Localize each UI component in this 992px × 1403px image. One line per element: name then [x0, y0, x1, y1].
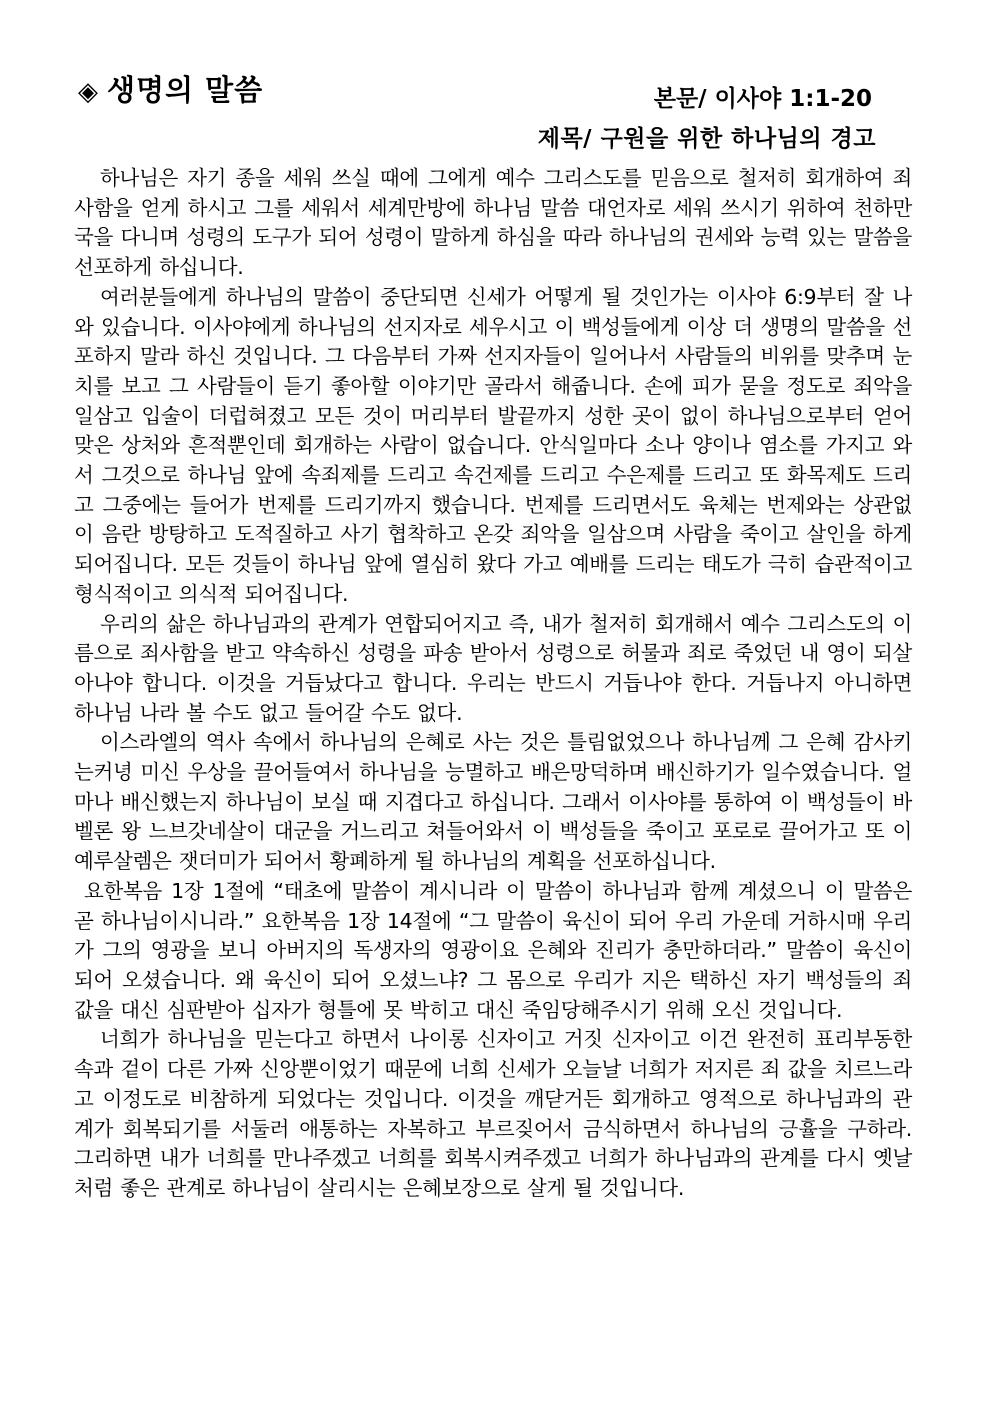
section-title [78, 68, 263, 109]
paragraph: 너희가 하나님을 믿는다고 하면서 나이롱 신자이고 거짓 신자이고 이건 완전히 표리부동한 속과 겉이 다른 가짜 신앙뿐이었기 때문에 너희 신세가 오늘날 너희가 저지른 죄 값을 치르느라고 이정도로 비참하게 되었다는 것입니다. 이것을 깨닫거든 회개하고 영적으로 하나님과의 관계가 회복되기를 서둘러 애통하는 자복하고 부르짖어서 금식하면서 하나님의 긍휼을 구하라. 그리하면 내가 너희를 만나주겠고 너희를 회복시켜주겠고 너희가 하나님과의 관계를 다시 옛날처럼 좋은 관계로 하나님이 살리시는 은혜보장으로 살게 될 것입니다. [74, 1027, 912, 1200]
paragraph: 우리의 삶은 하나님과의 관계가 연합되어지고 즉, 내가 철저히 회개해서 예수 그리스도의 이름으로 죄사함을 받고 약속하신 성령을 파송 받아서 성령으로 허물과 죄로 죽었던 내 영이 되살아나야 합니다. 이것을 거듭났다고 합니다. 우리는 반드시 거듭나야 한다. 거듭나지 아니하면 하나님 나라 볼 수도 없고 들어갈 수도 없다. [74, 611, 912, 725]
sermon-title: 제목/ 구원을 위한 하나님의 경고 [537, 126, 876, 152]
heading-area [74, 58, 912, 158]
diamond-bullet-icon: ◈ [78, 77, 99, 107]
section-title-text: 생명의 말씀 [107, 73, 264, 107]
paragraph: 하나님은 자기 종을 세워 쓰실 때에 그에게 예수 그리스도를 믿음으로 철저히 회개하여 죄 사함을 얻게 하시고 그를 세워서 세계만방에 하나님 말씀 대언자로 세워 쓰시기 위하여 천하만국을 다니며 성령의 도구가 되어 성령이 말하게 하심을 따라 하나님의 권세와 능력 있는 말씀을 선포하게 하십니다. [74, 166, 912, 280]
sermon-body [74, 164, 912, 1204]
paragraph: 요한복음 1장 1절에 “태초에 말씀이 계시니라 이 말씀이 하나님과 함께 계셨으니 이 말씀은 곧 하나님이시니라.” 요한복음 1장 14절에 “그 말씀이 육신이 되어 우리 가운데 거하시매 우리가 그의 영광을 보니 아버지의 독생자의 영광이요 은혜와 진리가 충만하더라.” 말씀이 육신이 되어 오셨습니다. 왜 육신이 되어 오셨느냐? 그 몸으로 우리가 지은 택하신 자기 백성들의 죄 값을 대신 심판받아 십자가 형틀에 못 박히고 대신 죽임당해주시기 위해 오신 것입니다. [74, 878, 912, 1022]
scripture-reference: 본문/ 이사야 1:1-20 [653, 86, 872, 112]
sermon-page [74, 58, 912, 1204]
paragraph: 여러분들에게 하나님의 말씀이 중단되면 신세가 어떻게 될 것인가는 이사야 6:9부터 잘 나와 있습니다. 이사야에게 하나님의 선지자로 세우시고 이 백성들에게 이상 더 생명의 말씀을 선포하지 말라 하신 것입니다. 그 다음부터 가짜 선지자들이 일어나서 사람들의 비위를 맞추며 눈치를 보고 그 사람들이 듣기 좋아할 이야기만 골라서 해줍니다. 손에 피가 묻을 정도로 죄악을 일삼고 입술이 더럽혀졌고 모든 것이 머리부터 발끝까지 성한 곳이 없이 하나님으로부터 얻어맞은 상처와 흔적뿐인데 회개하는 사람이 없습니다. 안식일마다 소나 양이나 염소를 가지고 와서 그것으로 하나님 앞에 속죄제를 드리고 속건제를 드리고 수은제를 드리고 또 화목제도 드리고 그중에는 들어가 번제를 드리기까지 했습니다. 번제를 드리면서도 육체는 번제와는 상관없이 음란 방탕하고 도적질하고 사기 협착하고 온갖 죄악을 일삼으며 사람을 죽이고 살인을 하게 되어집니다. 모든 것들이 하나님 앞에 열심히 왔다 가고 예배를 드리는 태도가 극히 습관적이고 형식적이고 의식적 되어집니다. [74, 284, 912, 606]
paragraph: 이스라엘의 역사 속에서 하나님의 은혜로 사는 것은 틀림없었으나 하나님께 그 은혜 감사키는커녕 미신 우상을 끌어들여서 하나님을 능멸하고 배은망덕하며 배신하기가 일수였습니다. 얼마나 배신했는지 하나님이 보실 때 지겹다고 하십니다. 그래서 이사야를 통하여 이 백성들이 바벨론 왕 느브갓네살이 대군을 거느리고 쳐들어와서 이 백성들을 죽이고 포로로 끌어가고 또 이 예루살렘은 잿더미가 되어서 황폐하게 될 하나님의 계획을 선포하십니다. [74, 730, 912, 874]
